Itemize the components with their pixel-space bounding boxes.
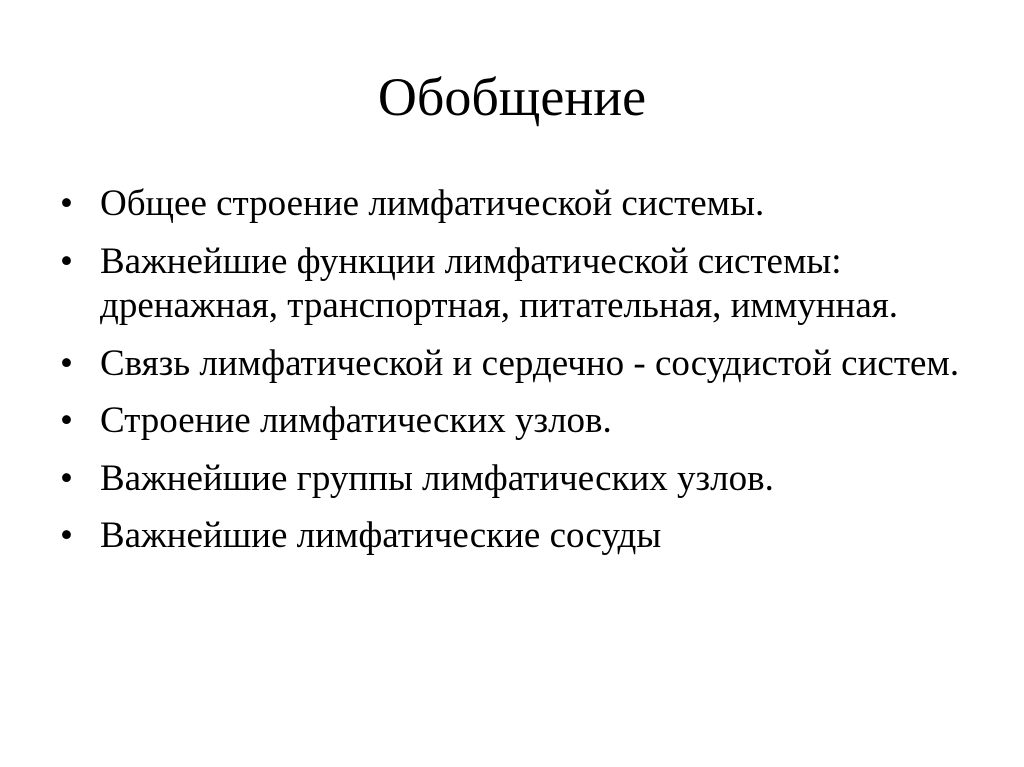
bullet-icon: • (60, 457, 73, 499)
bullet-icon: • (60, 342, 73, 384)
bullet-item (60, 240, 980, 329)
slide-title: Обобщение (377, 67, 647, 127)
bullet-text: Важнейшие функции лимфатической системы: дренажная, транспортная, питательная, иммунная. (100, 240, 899, 326)
bullet-item (60, 514, 980, 559)
bullet-item (60, 399, 980, 444)
bullet-text: Связь лимфатической и сердечно - сосудистой систем. (100, 342, 960, 384)
bullet-icon: • (60, 515, 73, 556)
bullet-icon: • (60, 183, 73, 224)
bullet-item (60, 182, 980, 227)
bullet-icon: • (60, 240, 73, 282)
bullet-item (60, 342, 980, 387)
bullet-icon: • (60, 400, 73, 441)
bullet-text: Общее строение лимфатической системы. (100, 183, 765, 224)
bullet-text: Важнейшие группы лимфатических узлов. (100, 457, 774, 499)
bullet-text: Строение лимфатических узлов. (100, 400, 612, 441)
bullet-text: Важнейшие лимфатические сосуды (100, 515, 662, 556)
bullet-item (60, 457, 980, 502)
bullet-list (60, 182, 980, 572)
